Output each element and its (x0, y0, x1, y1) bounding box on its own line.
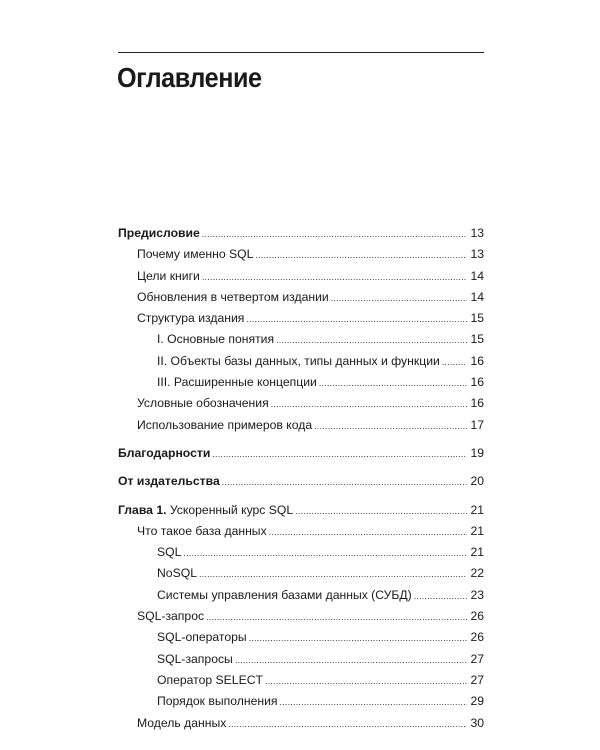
toc-entry-bold-label: Глава 1. (118, 502, 167, 517)
toc-entry-label: SQL-операторы (157, 630, 247, 645)
toc-entry-page-number: 13 (470, 226, 484, 240)
dot-leader (414, 586, 467, 607)
toc-entry-label: III. Расширенные концепции (157, 375, 317, 390)
dot-leader (212, 444, 467, 465)
table-of-contents (118, 223, 484, 734)
dot-leader (319, 373, 467, 394)
dot-leader (314, 416, 467, 437)
toc-entry-title (157, 563, 197, 584)
toc-entry-bold-label: От издательства (118, 474, 220, 489)
toc-entry-title (157, 649, 233, 670)
toc-entry-page-number: 26 (470, 609, 484, 624)
toc-entry-title (137, 415, 312, 436)
toc-entry[interactable] (118, 521, 484, 542)
toc-entry-page-number: 17 (470, 417, 484, 432)
dot-leader (265, 671, 467, 692)
toc-entry-title (137, 266, 200, 287)
toc-entry-title (137, 606, 204, 627)
top-rule (118, 52, 484, 53)
toc-entry-title (157, 542, 181, 563)
toc-entry-label: Обновления в четвертом издании (137, 289, 329, 304)
toc-entry[interactable] (118, 266, 484, 287)
toc-entry-label: SQL (157, 545, 182, 560)
toc-entry-page-number: 21 (470, 502, 484, 517)
toc-entry-label: Модель данных (137, 715, 227, 730)
toc-entry-label: Оператор SELECT (157, 672, 263, 687)
toc-entry[interactable] (118, 585, 484, 606)
dot-leader (183, 543, 467, 564)
toc-entry-label: SQL-запрос (137, 609, 205, 624)
toc-entry-title (137, 713, 226, 734)
toc-entry-title (157, 329, 274, 350)
toc-entry[interactable] (118, 542, 484, 563)
toc-entry-label: Что такое база данных (137, 523, 267, 538)
toc-entry[interactable] (118, 670, 484, 691)
dot-leader (271, 394, 467, 415)
toc-entry-title (118, 443, 210, 464)
page-title: Оглавление (117, 62, 262, 93)
toc-entry-title (118, 500, 293, 521)
dot-leader (222, 472, 467, 493)
toc-entry-label: NoSQL (157, 566, 197, 581)
toc-entry-label: Системы управления базами данных (СУБД) (157, 587, 412, 602)
toc-entry-label: Порядок выполнения (157, 694, 278, 709)
toc-entry-title (137, 521, 267, 542)
toc-entry-label: Структура издания (137, 311, 245, 326)
toc-entry[interactable] (118, 713, 484, 734)
toc-entry[interactable] (118, 563, 484, 584)
toc-entry-page-number: 16 (470, 375, 484, 390)
toc-entry-label: Почему именно SQL (137, 247, 254, 262)
dot-leader (269, 522, 467, 543)
toc-entry-title (157, 670, 263, 691)
toc-entry[interactable] (118, 287, 484, 308)
dot-leader (276, 330, 467, 351)
toc-entry-page-number: 19 (470, 445, 484, 460)
toc-entry-page-number: 21 (470, 523, 484, 538)
toc-entry[interactable] (118, 351, 484, 372)
toc-entry-title (137, 287, 329, 308)
toc-entry[interactable] (118, 393, 484, 414)
dot-leader (206, 607, 467, 628)
toc-entry-title (157, 585, 412, 606)
dot-leader (249, 628, 467, 649)
toc-entry-page-number: 22 (470, 566, 484, 581)
toc-entry-title (157, 372, 317, 393)
toc-entry-page-number: 30 (470, 715, 484, 730)
toc-entry-bold-label: Благодарности (118, 445, 211, 460)
toc-entry-title (137, 308, 244, 329)
toc-entry-page-number: 13 (470, 247, 484, 262)
dot-leader (280, 692, 468, 713)
toc-entry[interactable] (118, 649, 484, 670)
toc-entry-page-number: 23 (470, 587, 484, 602)
toc-entry-page-number: 27 (470, 651, 484, 666)
toc-entry-label: II. Объекты базы данных, типы данных и функции (157, 353, 440, 368)
toc-entry-title (137, 393, 269, 414)
toc-entry-label: Цели книги (137, 268, 200, 283)
toc-entry[interactable] (118, 627, 484, 648)
toc-entry-page-number: 16 (470, 353, 484, 368)
dot-leader (202, 267, 467, 288)
toc-entry[interactable] (118, 691, 484, 712)
toc-entry-title (137, 244, 253, 265)
toc-entry-page-number: 15 (470, 311, 484, 326)
toc-entry-page-number: 26 (470, 630, 484, 645)
toc-entry[interactable] (118, 500, 484, 521)
toc-entry[interactable] (118, 308, 484, 329)
toc-entry-label: Условные обозначения (137, 396, 269, 411)
dot-leader (246, 309, 467, 330)
toc-entry[interactable] (118, 223, 484, 244)
toc-entry-bold-label: Предисловие (118, 226, 200, 240)
toc-entry-page-number: 21 (470, 545, 484, 560)
toc-entry-title (157, 627, 247, 648)
toc-entry-page-number: 14 (470, 289, 484, 304)
toc-entry-label: Ускоренный курс SQL (166, 502, 294, 517)
toc-entry[interactable] (118, 329, 484, 350)
toc-entry[interactable] (118, 372, 484, 393)
toc-entry[interactable] (118, 443, 484, 464)
dot-leader (235, 650, 467, 671)
dot-leader (202, 224, 467, 245)
toc-entry-page-number: 20 (470, 474, 484, 489)
toc-entry[interactable] (118, 244, 484, 265)
toc-entry-label: Использование примеров кода (137, 417, 313, 432)
toc-entry-label: I. Основные понятия (157, 332, 275, 347)
toc-entry-title (118, 471, 220, 492)
dot-leader (228, 714, 467, 735)
dot-leader (199, 564, 467, 585)
toc-entry[interactable] (118, 606, 484, 627)
toc-entry-title (157, 351, 440, 372)
toc-entry[interactable] (118, 415, 484, 436)
toc-entry-page-number: 27 (470, 672, 484, 687)
dot-leader (442, 352, 467, 373)
toc-entry[interactable] (118, 471, 484, 492)
toc-entry-page-number: 29 (470, 694, 484, 709)
toc-entry-page-number: 16 (470, 396, 484, 411)
dot-leader (331, 288, 467, 309)
toc-entry-page-number: 15 (470, 332, 484, 347)
toc-entry-title (157, 691, 278, 712)
toc-entry-title (118, 223, 200, 244)
dot-leader (255, 245, 467, 266)
toc-entry-label: SQL-запросы (157, 651, 233, 666)
dot-leader (295, 501, 467, 522)
toc-entry-page-number: 14 (470, 268, 484, 283)
